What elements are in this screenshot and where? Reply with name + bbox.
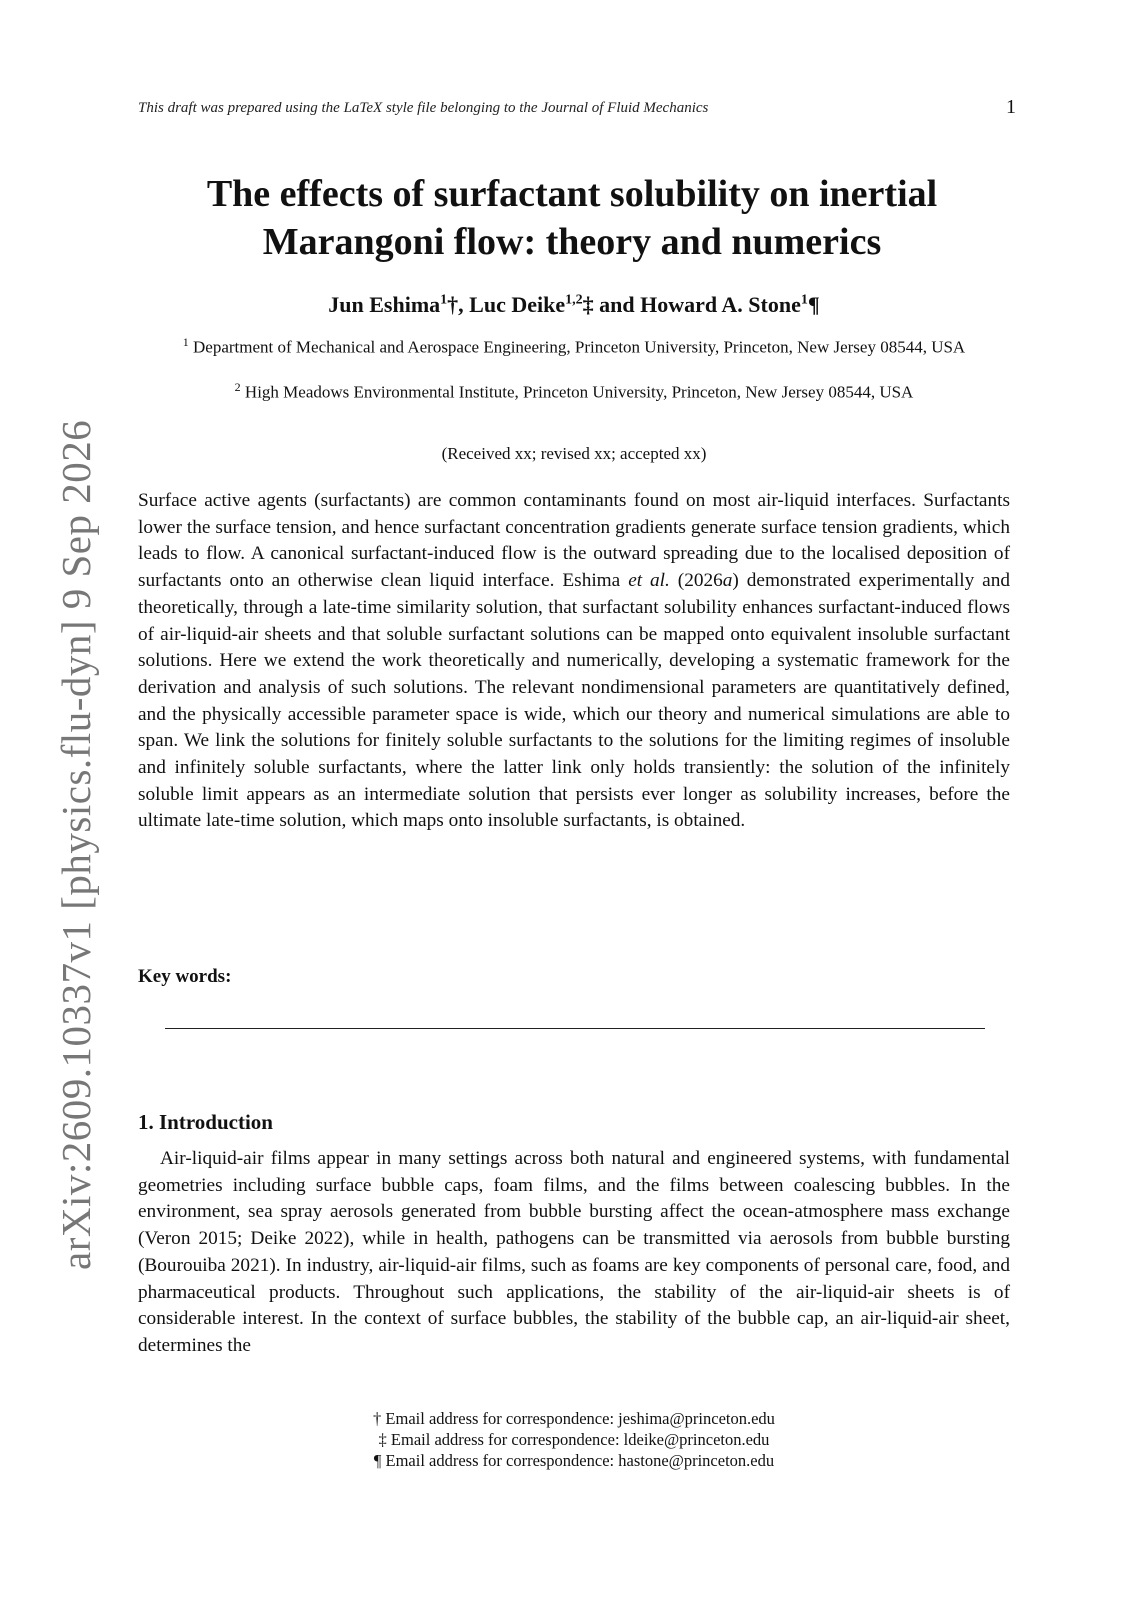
footnote-mark: ¶ — [373, 1451, 382, 1470]
abstract-text: ) demonstrated experimentally and theoretically, through a late-time similarity solution, that surfactant solubility enhances surfactant-induced flows of air-liquid-air sheets and that soluble surfactant solutions can be mapped onto equivalent insoluble surfactant solutions. Here we extend the work theoretically and numerically, developing a systematic framework for the derivation and analysis of such solutions. The relevant nondimensional parameters are quantitatively defined, and the physically accessible parameter space is wide, which our theory and numerical simulations are able to span. We link the solutions for finitely soluble surfactants to the solutions for the limiting regimes of insoluble and infinitely soluble surfactants, where the latter link only holds transiently: the solution of the infinitely soluble limit appears as an intermediate solution that persists ever longer as solubility increases, before the ultimate late-time solution, which maps onto insoluble surfactants, is obtained. — [138, 570, 1010, 832]
author-affil-sup: 1,2 — [565, 292, 583, 308]
title-line-1: The effects of surfactant solubility on inertial — [206, 173, 938, 215]
footnote-text: Email address for correspondence: hastone@princeton.edu — [385, 1451, 775, 1470]
author-name: Howard A. Stone — [640, 292, 801, 317]
affiliation-2 — [138, 376, 1010, 404]
footnote-mark: ‡ — [378, 1430, 387, 1449]
affiliation-sup: 1 — [182, 335, 189, 349]
introduction-paragraph: Air-liquid-air films appear in many settings across both natural and engineered systems, with fundamental geometries including surface bubble caps, foam films, and the films between coalescing bubbles. In the environment, sea spray aerosols generated from bubble bursting affect the ocean-atmosphere mass exchange (Veron 2015; Deike 2022), while in health, pathogens can be transmitted via aerosols from bubble bursting (Bourouiba 2021). In industry, air-liquid-air films, such as foams are key components of personal care, food, and pharmaceutical products. Throughout such applications, the stability of the air-liquid-air sheets is of considerable interest. In the context of surface bubbles, the stability of the bubble cap, an air-liquid-air sheet, determines the — [138, 1148, 1010, 1356]
section-number: 1. — [138, 1110, 154, 1134]
running-head: This draft was prepared using the LaTeX style file belonging to the Journal of Fluid Mechanics — [138, 100, 709, 116]
abstract — [138, 488, 1010, 835]
footnote-mark: † — [373, 1409, 382, 1428]
citation-year: (2026 — [669, 570, 723, 592]
author-separator: and — [593, 292, 641, 317]
affiliation-text: High Meadows Environmental Institute, Princeton University, Princeton, New Jersey 08544, USA — [244, 382, 914, 402]
author-affil-sup: 1 — [800, 292, 808, 308]
keywords-label: Key words: — [138, 966, 232, 987]
footnote-text: Email address for correspondence: jeshima@princeton.edu — [385, 1409, 775, 1428]
affiliation-1 — [138, 331, 1010, 359]
author-affil-sup: 1 — [440, 292, 448, 308]
arxiv-identifier: arXiv:2609.10337v1 [physics.flu-dyn] 9 Sep 2026 — [53, 419, 99, 1270]
footnotes — [138, 1408, 1010, 1471]
author-name: Jun Eshima — [328, 292, 441, 317]
citation-et-al: et al. — [628, 570, 670, 592]
section-heading — [138, 1110, 273, 1135]
citation-letter: a — [722, 570, 733, 592]
author-mark: ‡ — [582, 292, 594, 317]
author-mark: ¶ — [807, 292, 820, 317]
separator-rule — [165, 1028, 985, 1029]
affiliation-sup: 2 — [234, 380, 241, 394]
footnote — [138, 1429, 1010, 1450]
title-line-2: Marangoni flow: theory and numerics — [262, 221, 882, 263]
page-number: 1 — [1006, 96, 1016, 118]
affiliation-text: Department of Mechanical and Aerospace Engineering, Princeton University, Princeton, New Jersey 08544, USA — [193, 337, 966, 357]
footnote — [138, 1408, 1010, 1429]
author-list — [138, 292, 1010, 318]
footnote — [138, 1450, 1010, 1471]
author-mark: † — [447, 292, 459, 317]
received-dates: (Received xx; revised xx; accepted xx) — [441, 444, 707, 463]
author-separator: , — [458, 292, 470, 317]
paper-title — [128, 170, 1016, 266]
abstract-text: Surface active agents (surfactants) are common contaminants found on most air-liquid interfaces. Surfactants lower the surface tension, and hence surfactant concentration gradients generate surface tension gradients, which leads to flow. A canonical surfactant-induced flow is the outward spreading due to the localised deposition of surfactants onto an otherwise clean liquid interface. Eshima — [138, 490, 1010, 592]
section-title: Introduction — [159, 1110, 273, 1134]
author-name: Luc Deike — [469, 292, 566, 317]
footnote-text: Email address for correspondence: ldeike@princeton.edu — [390, 1430, 770, 1449]
